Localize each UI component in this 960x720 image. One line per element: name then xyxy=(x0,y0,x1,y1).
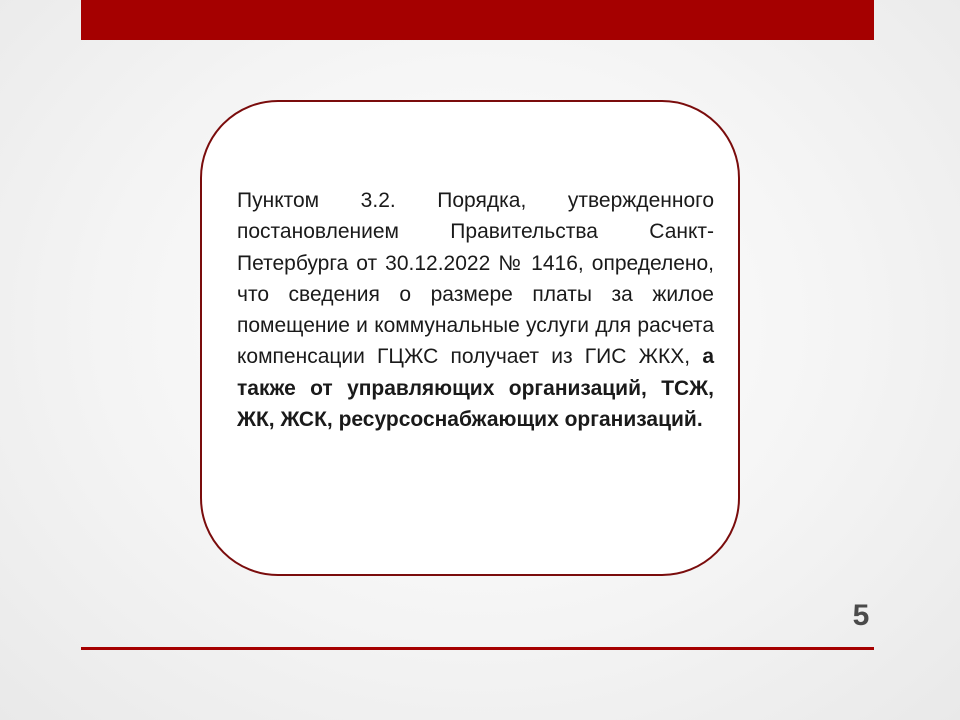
paragraph-regular-text: Пунктом 3.2. Порядка, утвержденного постановлением Правительства Санкт-Петербурга от 30.12.2022 № 1416, определено, что сведения о размере платы за жилое помещение и коммунальные услуги для расчета компенсации ГЦЖС получает из ГИС ЖКХ, xyxy=(237,189,714,369)
text-card xyxy=(200,100,740,576)
top-accent-bar xyxy=(81,0,874,40)
slide-number: 5 xyxy=(852,599,870,632)
card-paragraph xyxy=(237,185,714,435)
paragraph-bold-text: а также от управляющих организаций, ТСЖ, ЖК, ЖСК, ресурсоснабжающих организаций. xyxy=(237,345,714,432)
bottom-divider xyxy=(81,647,874,650)
